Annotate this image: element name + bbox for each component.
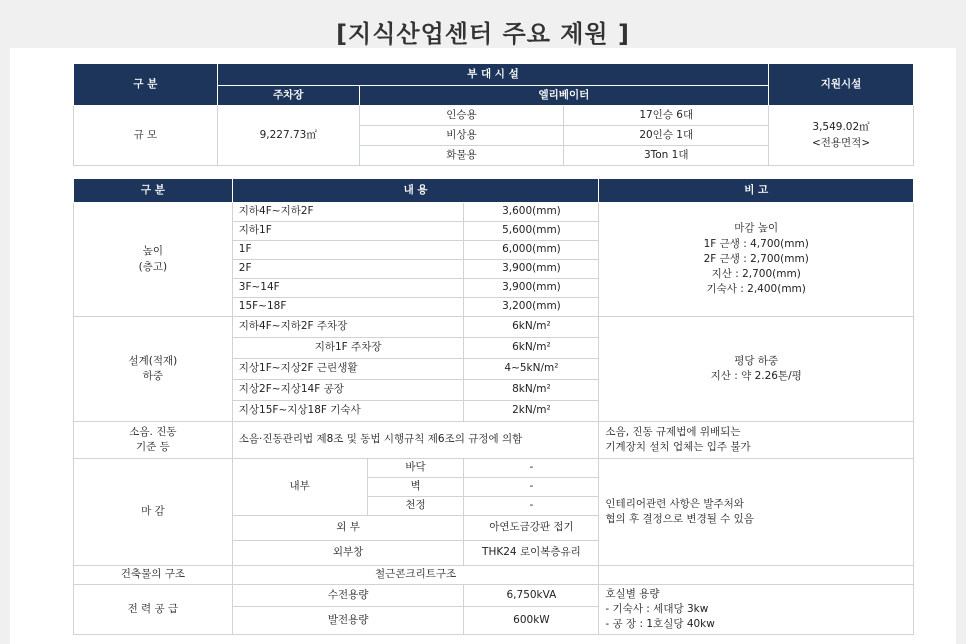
load-value: 8kN/m² [464, 380, 599, 401]
parking-value: 9,227.73㎡ [217, 106, 359, 166]
structure-note [599, 566, 914, 585]
load-note-cell [599, 317, 914, 422]
height-note: 지산 : 2,700(mm) [711, 268, 801, 281]
load-sublabel: 하중 [142, 370, 164, 382]
finish-value: - [464, 459, 599, 478]
header-content: 내 용 [232, 179, 599, 203]
height-floor: 1F [232, 241, 464, 260]
noise-note: 기계장치 설치 업체는 입주 불가 [605, 441, 751, 453]
height-note: 기숙사 : 2,400(mm) [706, 283, 806, 296]
noise-content: 소음·진동관리법 제8조 및 동법 시행규칙 제6조의 규정에 의함 [232, 422, 599, 459]
height-value: 3,900(mm) [464, 260, 599, 279]
finish-part: 벽 [367, 478, 464, 497]
noise-sublabel: 기준 등 [135, 441, 170, 453]
height-floor: 3F~14F [232, 279, 464, 298]
elevator-type: 인승용 [359, 106, 564, 126]
height-note: 1F 근생 : 4,700(mm) [703, 237, 809, 250]
height-value: 6,000(mm) [464, 241, 599, 260]
elevator-spec: 17인승 6대 [564, 106, 769, 126]
finish-label: 마 감 [74, 459, 233, 566]
power-note: - 기숙사 : 세대당 3kw [605, 602, 709, 615]
elevator-spec: 20인승 1대 [564, 126, 769, 146]
elevator-type: 비상용 [359, 126, 564, 146]
height-sublabel: (층고) [138, 260, 168, 273]
power-note: 호실별 용량 [605, 587, 660, 600]
elevator-type: 화물용 [359, 146, 564, 166]
structure-value: 철근콘크리트구조 [232, 566, 599, 585]
structure-label: 건축물의 구조 [74, 566, 233, 585]
finish-value: - [464, 497, 599, 516]
noise-label-cell [74, 422, 233, 459]
jiwon-note: <전용면적> [811, 136, 871, 149]
finish-interior-label: 내부 [232, 459, 367, 516]
finish-note-cell [599, 459, 914, 566]
header-note: 비 고 [599, 179, 914, 203]
finish-exterior-label: 외 부 [232, 516, 464, 541]
load-value: 2kN/m² [464, 401, 599, 422]
load-item: 지상2F~지상14F 공장 [232, 380, 464, 401]
height-floor: 15F~18F [232, 298, 464, 317]
load-item: 지상15F~지상18F 기숙사 [232, 401, 464, 422]
spec-table-details [73, 178, 914, 635]
height-floor: 2F [232, 260, 464, 279]
spec-table-facilities [73, 63, 914, 166]
height-value: 5,600(mm) [464, 222, 599, 241]
power-label: 전 력 공 급 [74, 585, 233, 635]
header-gubun: 구 분 [74, 64, 218, 106]
load-item: 지하4F~지하2F 주차장 [232, 317, 464, 338]
load-label: 설계(적재) [128, 354, 178, 367]
power-value: 6,750kVA [464, 585, 599, 607]
row-label-scale: 규 모 [74, 106, 218, 166]
height-value: 3,600(mm) [464, 203, 599, 222]
elevator-spec: 3Ton 1대 [564, 146, 769, 166]
height-label: 높이 [142, 245, 164, 258]
finish-part: 천정 [367, 497, 464, 516]
load-item: 지상1F~지상2F 근린생활 [232, 359, 464, 380]
height-label-cell [74, 203, 233, 317]
load-value: 6kN/m² [464, 338, 599, 359]
finish-note: 협의 후 결정으로 변경될 수 있음 [605, 513, 754, 525]
load-note: 평당 하중 [734, 354, 779, 367]
height-note: 2F 근생 : 2,700(mm) [703, 252, 809, 265]
finish-part: 바닥 [367, 459, 464, 478]
header-elevator: 엘리베이터 [359, 86, 768, 106]
height-note: 마감 높이 [734, 222, 779, 235]
page-title: [지식산업센터 주요 제원 ] [336, 20, 630, 48]
header-gubun: 구 분 [74, 179, 233, 203]
height-note-cell [599, 203, 914, 317]
height-floor: 지하4F~지하2F [232, 203, 464, 222]
jiwon-area-cell [769, 106, 914, 166]
power-item: 수전용량 [232, 585, 464, 607]
finish-window-label: 외부창 [232, 541, 464, 566]
jiwon-area: 3,549.02㎡ [812, 121, 870, 134]
finish-window-value: THK24 로이복층유리 [464, 541, 599, 566]
header-jiwon: 지원시설 [769, 64, 914, 106]
height-value: 3,200(mm) [464, 298, 599, 317]
noise-note: 소음, 진동 규제법에 위배되는 [605, 425, 741, 438]
power-note-cell [599, 585, 914, 635]
finish-exterior-value: 아연도금강판 접기 [464, 516, 599, 541]
noise-note-cell [599, 422, 914, 459]
height-floor: 지하1F [232, 222, 464, 241]
noise-label: 소음. 진동 [129, 425, 177, 438]
power-note: - 공 장 : 1호실당 40kw [605, 618, 715, 631]
load-label-cell [74, 317, 233, 422]
load-value: 6kN/m² [464, 317, 599, 338]
power-value: 600kW [464, 607, 599, 635]
load-note: 지산 : 약 2.26톤/평 [710, 370, 802, 382]
header-budae: 부 대 시 설 [217, 64, 768, 86]
load-value: 4~5kN/m² [464, 359, 599, 380]
finish-value: - [464, 478, 599, 497]
finish-note: 인테리어관련 사항은 발주처와 [605, 497, 744, 510]
power-item: 발전용량 [232, 607, 464, 635]
height-value: 3,900(mm) [464, 279, 599, 298]
header-parking: 주차장 [217, 86, 359, 106]
load-item: 지하1F 주차장 [232, 338, 464, 359]
